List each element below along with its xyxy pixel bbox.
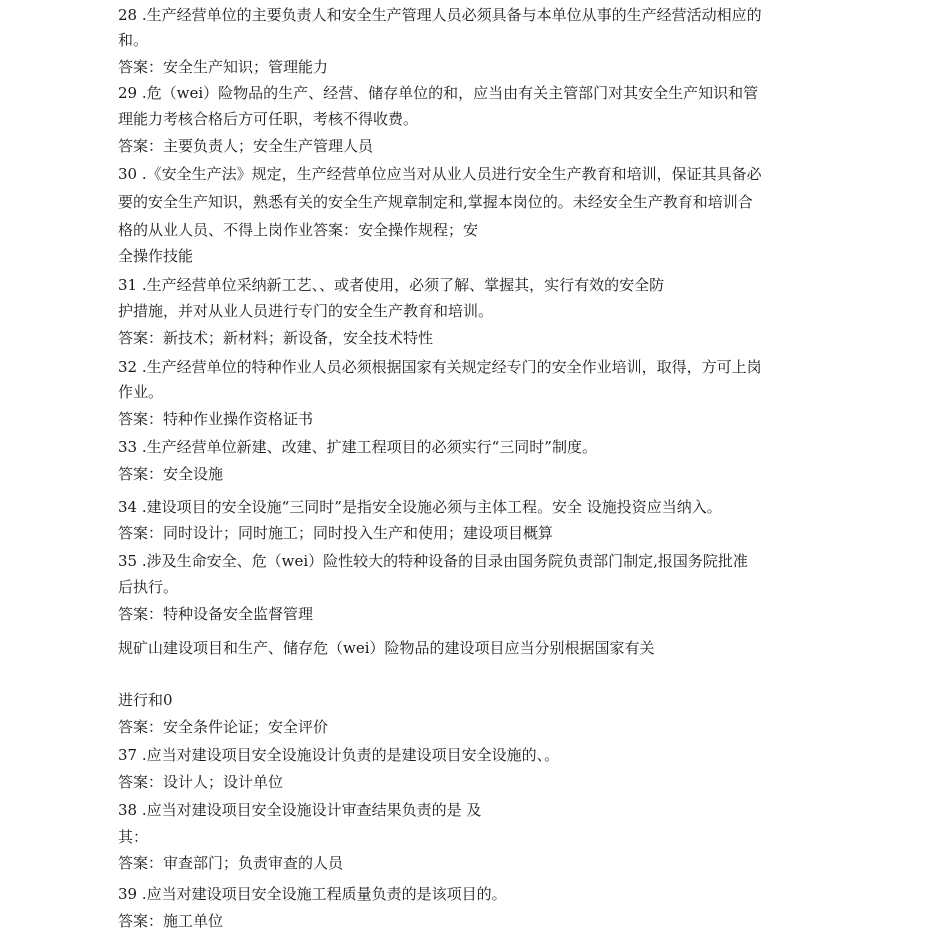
question-36-line-2: 进行和0 — [118, 691, 173, 709]
question-35-line-2: 后执行。 — [118, 578, 179, 596]
answer-32: 答案：特种作业操作资格证书 — [118, 410, 314, 428]
question-32-line-2: 作业。 — [118, 383, 164, 401]
question-39: 39 .应当对建设项目安全设施工程质量负责的是该项目的。 — [118, 885, 507, 903]
question-31-line-2: 护措施，并对从业人员进行专门的安全生产教育和培训。 — [118, 302, 494, 320]
question-35-line-1: 35 .涉及生命安全、危（wei）险性较大的特种设备的目录由国务院负责部门制定,报国务院批准 — [118, 552, 748, 570]
question-29-line-2: 理能力考核合格后方可任职，考核不得收费。 — [118, 110, 419, 128]
question-33: 33 .生产经营单位新建、改建、扩建工程项目的必须实行“三同时”制度。 — [118, 438, 597, 456]
answer-33: 答案：安全设施 — [118, 465, 224, 483]
question-30-line-4: 全操作技能 — [118, 247, 194, 265]
answer-37: 答案：设计人；设计单位 — [118, 773, 284, 791]
answer-39: 答案：施工单位 — [118, 912, 224, 930]
answer-36: 答案：安全条件论证；安全评价 — [118, 718, 329, 736]
question-34: 34 .建设项目的安全设施“三同时”是指安全设施必须与主体工程。安全 设施投资应当纳入。 — [118, 498, 722, 516]
question-29-line-1: 29 .危（wei）险物品的生产、经营、储存单位的和，应当由有关主管部门对其安全生产知识和管 — [118, 84, 759, 102]
answer-35: 答案：特种设备安全监督管理 — [118, 605, 314, 623]
answer-29: 答案：主要负责人；安全生产管理人员 — [118, 137, 374, 155]
question-28-line-2: 和。 — [118, 31, 149, 49]
question-30-line-2: 要的安全生产知识，熟悉有关的安全生产规章制定和,掌握本岗位的。未经安全生产教育和培训合 — [118, 193, 753, 211]
question-32-line-1: 32 .生产经营单位的特种作业人员必须根据国家有关规定经专门的安全作业培训，取得，方可上岗 — [118, 358, 762, 376]
question-38-line-2: 其： — [118, 828, 149, 846]
question-37: 37 .应当对建设项目安全设施设计负责的是建设项目安全设施的、。 — [118, 746, 560, 764]
answer-31: 答案：新技术；新材料；新设备，安全技术特性 — [118, 329, 434, 347]
question-31-line-1: 31 .生产经营单位采纳新工艺、、或者使用，必须了解、掌握其，实行有效的安全防 — [118, 276, 665, 294]
answer-28: 答案：安全生产知识；管理能力 — [118, 58, 329, 76]
question-28-line-1: 28 .生产经营单位的主要负责人和安全生产管理人员必须具备与本单位从事的生产经营活动相应的 — [118, 6, 762, 24]
question-30-line-3: 格的从业人员、不得上岗作业答案：安全操作规程；安 — [118, 221, 479, 239]
question-30-line-1: 30 .《安全生产法》规定，生产经营单位应当对从业人员进行安全生产教育和培训，保证其具备必 — [118, 165, 762, 183]
answer-38: 答案：审查部门；负责审查的人员 — [118, 854, 344, 872]
question-36-line-1: 规矿山建设项目和生产、储存危（wei）险物品的建设项目应当分别根据国家有关 — [118, 639, 655, 657]
answer-34: 答案：同时设计；同时施工；同时投入生产和使用；建设项目概算 — [118, 524, 554, 542]
question-38-line-1: 38 .应当对建设项目安全设施设计审查结果负责的是 及 — [118, 801, 482, 819]
